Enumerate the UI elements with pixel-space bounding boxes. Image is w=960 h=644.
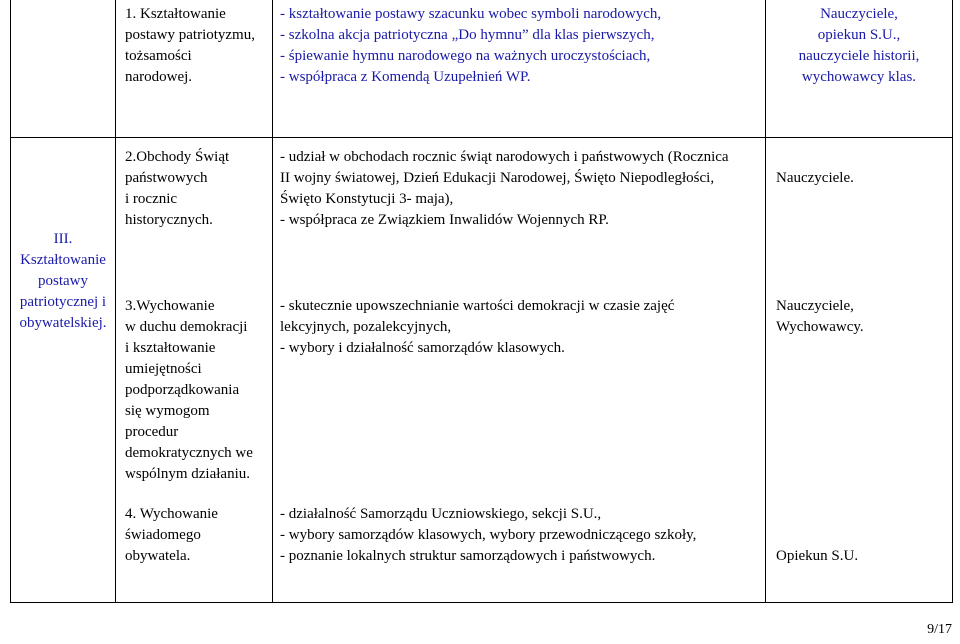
row2-responsible-cell: Nauczyciele. [776,170,854,186]
table-border-bottom [10,602,953,603]
row2-tasks-cell: - udział w obchodach rocznic świąt narodowych i państwowych (Rocznica II wojny światowej, Dzień Edukacji Narodowej, Święto Niepodległości, Święto Konstytucji 3- maja), - współpraca ze Związkiem Inwalidów Wojennych RP. [280,149,729,228]
row1-responsible-cell: Nauczyciele, opiekun S.U., nauczyciele historii, wychowawcy klas. [798,6,920,85]
row3-responsible-cell: Nauczyciele, Wychowawcy. [776,298,864,335]
row1-tasks-cell: - kształtowanie postawy szacunku wobec symboli narodowych, - szkolna akcja patriotyczna „Do hymnu” dla klas pierwszych, - śpiewanie hymnu narodowego na ważnych uroczystościach, - współpraca z Komendą Uzupełnień WP. [280,6,662,85]
column-divider-3 [765,0,766,603]
section-label: III. Kształtowanie postawy patriotycznej i obywatelskiej. [19,231,107,331]
page-number: 9/17 [927,622,952,637]
row3-module-cell: 3.Wychowanie w duchu demokracji i kształtowanie umiejętności podporządkowania się wymogom procedur demokratycznych we wspólnym działaniu. [125,298,253,482]
row3-tasks-cell: - skutecznie upowszechnianie wartości demokracji w czasie zajęć lekcyjnych, pozalekcyjnych, - wybory i działalność samorządów klasowych. [280,298,675,356]
column-divider-1 [115,0,116,603]
row-divider-1 [10,137,953,138]
row2-module-cell: 2.Obchody Świąt państwowych i rocznic historycznych. [125,149,230,228]
row4-responsible-cell: Opiekun S.U. [776,548,859,564]
column-divider-2 [272,0,273,603]
row4-module-cell: 4. Wychowanie świadomego obywatela. [125,506,218,564]
table-border-right [952,0,953,603]
row4-tasks-cell: - działalność Samorządu Uczniowskiego, sekcji S.U., - wybory samorządów klasowych, wybory przewodniczącego szkoły, - poznanie lokalnych struktur samorządowych i państwowych. [280,506,697,564]
row1-module-cell: 1. Kształtowanie postawy patriotyzmu, tożsamości narodowej. [125,6,255,85]
